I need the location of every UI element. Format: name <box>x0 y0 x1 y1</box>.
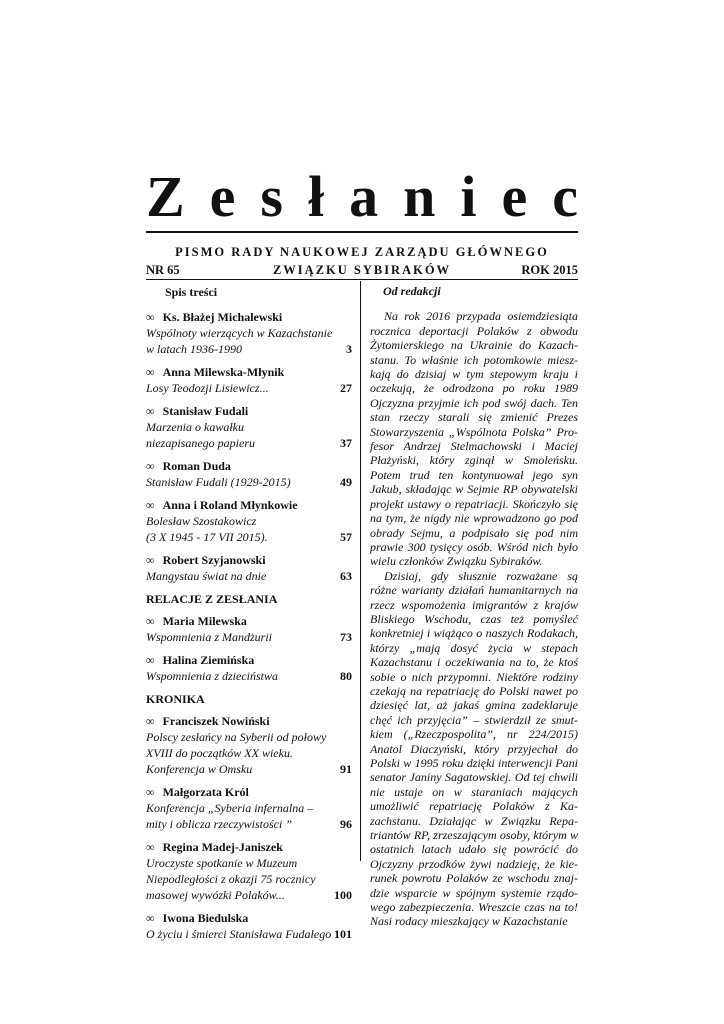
toc-entry <box>146 713 352 777</box>
toc-title-text: Stanisław Fudali (1929-2015) <box>146 475 291 489</box>
toc-page-number: 37 <box>340 436 352 450</box>
toc-entry <box>146 309 352 357</box>
table-of-contents <box>146 284 352 949</box>
toc-page-number: 91 <box>340 762 352 776</box>
toc-page-number: 96 <box>340 817 352 831</box>
toc-author-name: Maria Milewska <box>162 614 247 628</box>
editorial-column <box>370 284 578 929</box>
toc-article-title <box>146 629 352 645</box>
toc-title-text: Wspomnienia z Mandżurii <box>146 630 272 644</box>
infinity-bullet-icon: ∞ <box>146 459 155 473</box>
toc-title-text: Losy Teodozji Lisiewicz... <box>146 381 269 395</box>
infinity-bullet-icon: ∞ <box>146 553 155 567</box>
toc-author <box>146 309 352 325</box>
toc-author-name: Anna i Roland Młynkowie <box>162 498 298 512</box>
toc-title-text: Wspomnienia z dzieciństwa <box>146 669 278 683</box>
toc-author <box>146 784 352 800</box>
toc-author <box>146 839 352 855</box>
toc-title-text: mity i oblicza rzeczywistości ” <box>146 817 292 831</box>
toc-entry <box>146 364 352 396</box>
toc-author-name: Robert Szyjanowski <box>162 553 266 567</box>
toc-author-name: Roman Duda <box>162 459 231 473</box>
toc-entry <box>146 839 352 903</box>
toc-author-name: Małgorzata Król <box>162 785 249 799</box>
toc-author-name: Franciszek Nowiński <box>162 714 270 728</box>
toc-article-title <box>146 474 352 490</box>
header-rule <box>146 279 578 280</box>
toc-entry <box>146 910 352 942</box>
infinity-bullet-icon: ∞ <box>146 840 155 854</box>
toc-title-text: masowej wywózki Polaków... <box>146 888 285 902</box>
infinity-bullet-icon: ∞ <box>146 653 155 667</box>
toc-page-number: 57 <box>340 530 352 544</box>
toc-article-title <box>146 871 352 887</box>
toc-author-name: Regina Madej-Janiszek <box>162 840 283 854</box>
toc-author <box>146 652 352 668</box>
toc-page-number: 63 <box>340 569 352 583</box>
infinity-bullet-icon: ∞ <box>146 498 155 512</box>
toc-author-name: Ks. Błażej Michalewski <box>162 310 283 324</box>
toc-title-text: Uroczyste spotkanie w Muzeum <box>146 856 298 870</box>
toc-article-title <box>146 380 352 396</box>
toc-page-number: 49 <box>340 475 352 489</box>
issue-number: NR 65 <box>146 263 180 277</box>
toc-page-number: 73 <box>340 630 352 644</box>
infinity-bullet-icon: ∞ <box>146 714 155 728</box>
toc-author <box>146 364 352 380</box>
toc-author-name: Halina Ziemińska <box>162 653 255 667</box>
infinity-bullet-icon: ∞ <box>146 911 155 925</box>
toc-article-title <box>146 341 352 357</box>
toc-title-text: (3 X 1945 - 17 VII 2015). <box>146 530 268 544</box>
title-rule <box>146 231 578 233</box>
editorial-paragraph: Dzisiaj, gdy słusznie rozważane są różne warianty działań humanitarnych na rzecz wspomożenia imigrantów z krajów Bliskiego Wschodu, czas też pomyśleć konkretniej i wiążąco o naszych Rodakach, którzy „mają dosyć życia w stepach Kazachstanu i oczekiwania na to, że ktoś sobie o nich przypomni. Niektóre rodziny czekają na repatriację do Polski nawet po dziesięć lat, aż jakaś gmina zadeklaruje chęć ich przyjęcia” – stwierdził ze smutkiem („Rzeczpospolita”, nr 224/2015) Anatol Diaczyński, który przyjechał do Polski w 1995 roku dzięki interwencji Pani senator Janiny Sagatowskiej. Od tej chwili nie ustaje on w staraniach mających umożliwić repatriację Polaków z Kazachstanu. Działając w Związku Repatriantów RP, zrzeszającym osoby, którym w ostatnich latach udało się powrócić do Ojczyzny przodków żywi nadzieję, że kierunek powrotu Polaków ze wschodu znajdzie wsparcie w spójnym systemie rządowego zabezpieczenia. Wreszcie czas na to! Nasi rodacy mieszkający w Kazachstanie <box>370 568 578 929</box>
toc-article-title <box>146 513 352 529</box>
organization-name: ZWIĄZKU SYBIRAKÓW <box>272 263 452 277</box>
journal-subtitle: PISMO RADY NAUKOWEJ ZARZĄDU GŁÓWNEGO <box>175 245 549 259</box>
journal-title: Zesłaniec <box>146 164 603 229</box>
toc-author <box>146 910 352 926</box>
toc-author-name: Anna Milewska-Młynik <box>162 365 285 379</box>
toc-article-title <box>146 529 352 545</box>
toc-title-text: Konferencja „Syberia infernalna – <box>146 801 314 815</box>
toc-article-title <box>146 926 352 942</box>
toc-page-number: 3 <box>346 342 352 356</box>
toc-title-text: w latach 1936-1990 <box>146 342 242 356</box>
toc-author <box>146 552 352 568</box>
toc-section-relacje: RELACJE Z ZESŁANIA <box>146 592 278 606</box>
toc-article-title <box>146 729 352 745</box>
toc-title-text: Bolesław Szostakowicz <box>146 514 257 528</box>
toc-kronika-entries <box>146 713 352 942</box>
toc-article-title <box>146 325 352 341</box>
toc-author <box>146 713 352 729</box>
toc-title-text: O życiu i śmierci Stanisława Fudalego <box>146 927 332 941</box>
toc-title-text: XVIII do początków XX wieku. <box>146 746 293 760</box>
toc-article-title <box>146 887 352 903</box>
editorial-paragraph: Na rok 2016 przypada osiemdziesiąta rocznica deportacji Polaków z obwodu Żytomierskiego na Ukrainie do Kazachstanu. To właśnie ich potomkowie mieszkają do dzisiaj w tym stepowym kraju i oczekują, że odrodzona po roku 1989 Ojczyzna przyjmie ich pod swój dach. Ten stan rzeczy starali się zmienić Prezes Stowarzyszenia „Wspólnota Polska” Profesor Andrzej Stelmachowski i Maciej Płażyński, który zginął w Smoleńsku. Potem trud ten kontynuował jego syn Jakub, składając w Sejmie RP obywatelski projekt ustawy o repatriacji. Skończyło się na tym, że nigdy nie wprowadzono go pod obrady Sejmu, a podpisało się pod nim prawie 300 tysięcy osób. Wśród nich było wielu członków Związku Sybiraków. <box>370 309 578 569</box>
toc-title-text: Marzenia o kawałku <box>146 420 244 434</box>
toc-relacje-entries <box>146 613 352 684</box>
toc-article-title <box>146 761 352 777</box>
infinity-bullet-icon: ∞ <box>146 365 155 379</box>
toc-author-name: Stanisław Fudali <box>162 404 249 418</box>
toc-author-name: Iwona Biedulska <box>162 911 249 925</box>
infinity-bullet-icon: ∞ <box>146 785 155 799</box>
toc-title-text: Wspólnoty wierzących w Kazachstanie <box>146 326 333 340</box>
issue-line <box>146 262 578 278</box>
toc-author <box>146 497 352 513</box>
toc-article-title <box>146 816 352 832</box>
column-divider <box>360 281 361 861</box>
toc-page-number: 80 <box>340 669 352 683</box>
infinity-bullet-icon: ∞ <box>146 404 155 418</box>
toc-page-number: 100 <box>334 888 352 902</box>
toc-article-title <box>146 745 352 761</box>
toc-author <box>146 458 352 474</box>
toc-title-text: Konferencja w Omsku <box>146 762 253 776</box>
toc-section-kronika: KRONIKA <box>146 692 205 706</box>
toc-article-title <box>146 435 352 451</box>
toc-entry <box>146 613 352 645</box>
toc-title-text: Polscy zesłańcy na Syberii od połowy <box>146 730 327 744</box>
toc-entry <box>146 784 352 832</box>
toc-entry <box>146 652 352 684</box>
editorial-heading: Od redakcji <box>383 284 441 298</box>
toc-entry <box>146 403 352 451</box>
toc-entry <box>146 497 352 545</box>
issue-year: ROK 2015 <box>521 263 578 277</box>
infinity-bullet-icon: ∞ <box>146 310 155 324</box>
toc-page-number: 27 <box>340 381 352 395</box>
toc-title-text: Niepodległości z okazji 75 rocznicy <box>146 872 316 886</box>
infinity-bullet-icon: ∞ <box>146 614 155 628</box>
toc-entry <box>146 458 352 490</box>
toc-author <box>146 613 352 629</box>
toc-author <box>146 403 352 419</box>
toc-article-title <box>146 855 352 871</box>
toc-entry <box>146 552 352 584</box>
toc-article-title <box>146 668 352 684</box>
toc-article-title <box>146 800 352 816</box>
toc-main-entries <box>146 309 352 584</box>
toc-page-number: 101 <box>334 927 352 941</box>
toc-article-title <box>146 568 352 584</box>
toc-title-text: niezapisanego papieru <box>146 436 255 450</box>
toc-article-title <box>146 419 352 435</box>
toc-heading: Spis treści <box>165 285 218 299</box>
toc-title-text: Mangystau świat na dnie <box>146 569 267 583</box>
